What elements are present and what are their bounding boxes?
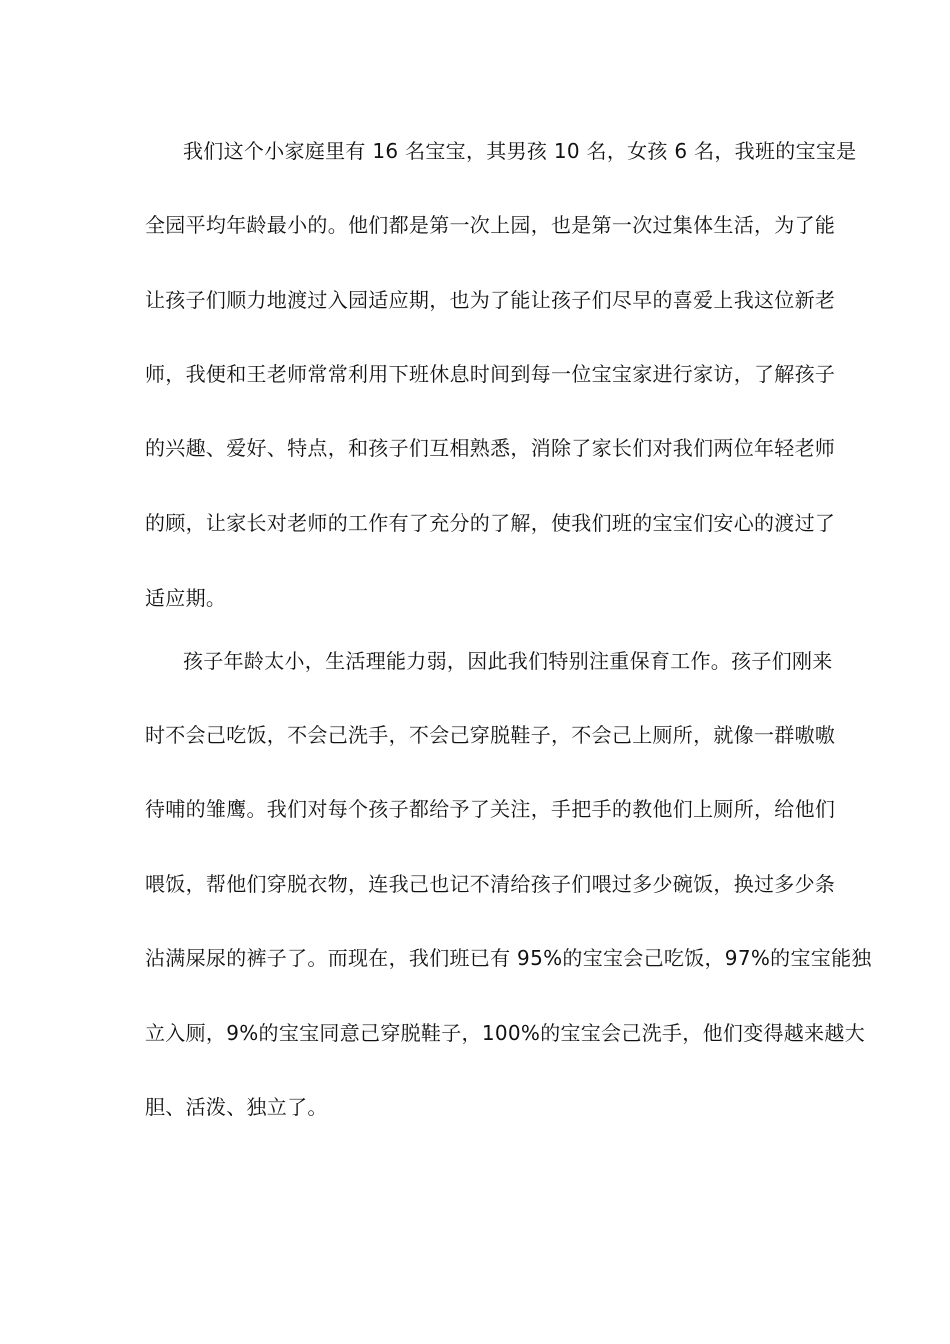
paragraph-2-line-1: 孩子年龄太小，生活理能力弱，因此我们特别注重保育工作。孩子们刚来: [183, 649, 833, 673]
paragraph-2-line-4: 喂饭，帮他们穿脱衣物，连我己也记不清给孩子们喂过多少碗饭，换过多少条: [145, 872, 836, 896]
paragraph-1-line-4: 师，我便和王老师常常利用下班休息时间到每一位宝宝家进行家访，了解孩子: [145, 362, 836, 386]
paragraph-2-line-2: 时不会己吃饭，不会己洗手，不会己穿脱鞋子，不会己上厕所，就像一群嗷嗷: [145, 723, 836, 747]
paragraph-1-line-1: 我们这个小家庭里有 16 名宝宝，其男孩 10 名，女孩 6 名，我班的宝宝是: [183, 139, 857, 163]
paragraph-1-line-7: 适应期。: [145, 586, 227, 610]
paragraph-2-line-6: 立入厕，9%的宝宝同意己穿脱鞋子，100%的宝宝会己洗手，他们变得越来越大: [145, 1021, 866, 1045]
paragraph-1-line-3: 让孩子们顺力地渡过入园适应期，也为了能让孩子们尽早的喜爱上我这位新老: [145, 288, 836, 312]
paragraph-2-line-5: 沾满屎尿的裤子了。而现在，我们班已有 95%的宝宝会己吃饭，97%的宝宝能独: [145, 946, 872, 970]
paragraph-1-line-6: 的顾，让家长对老师的工作有了充分的了解，使我们班的宝宝们安心的渡过了: [145, 511, 836, 535]
paragraph-1-line-5: 的兴趣、爱好、特点，和孩子们互相熟悉，消除了家长们对我们两位年轻老师: [145, 436, 836, 460]
paragraph-2-line-3: 待哺的雏鹰。我们对每个孩子都给予了关注，手把手的教他们上厕所，给他们: [145, 797, 836, 821]
paragraph-2-line-7: 胆、活泼、独立了。: [145, 1095, 328, 1119]
paragraph-1-line-2: 全园平均年龄最小的。他们都是第一次上园，也是第一次过集体生活，为了能: [145, 213, 836, 237]
